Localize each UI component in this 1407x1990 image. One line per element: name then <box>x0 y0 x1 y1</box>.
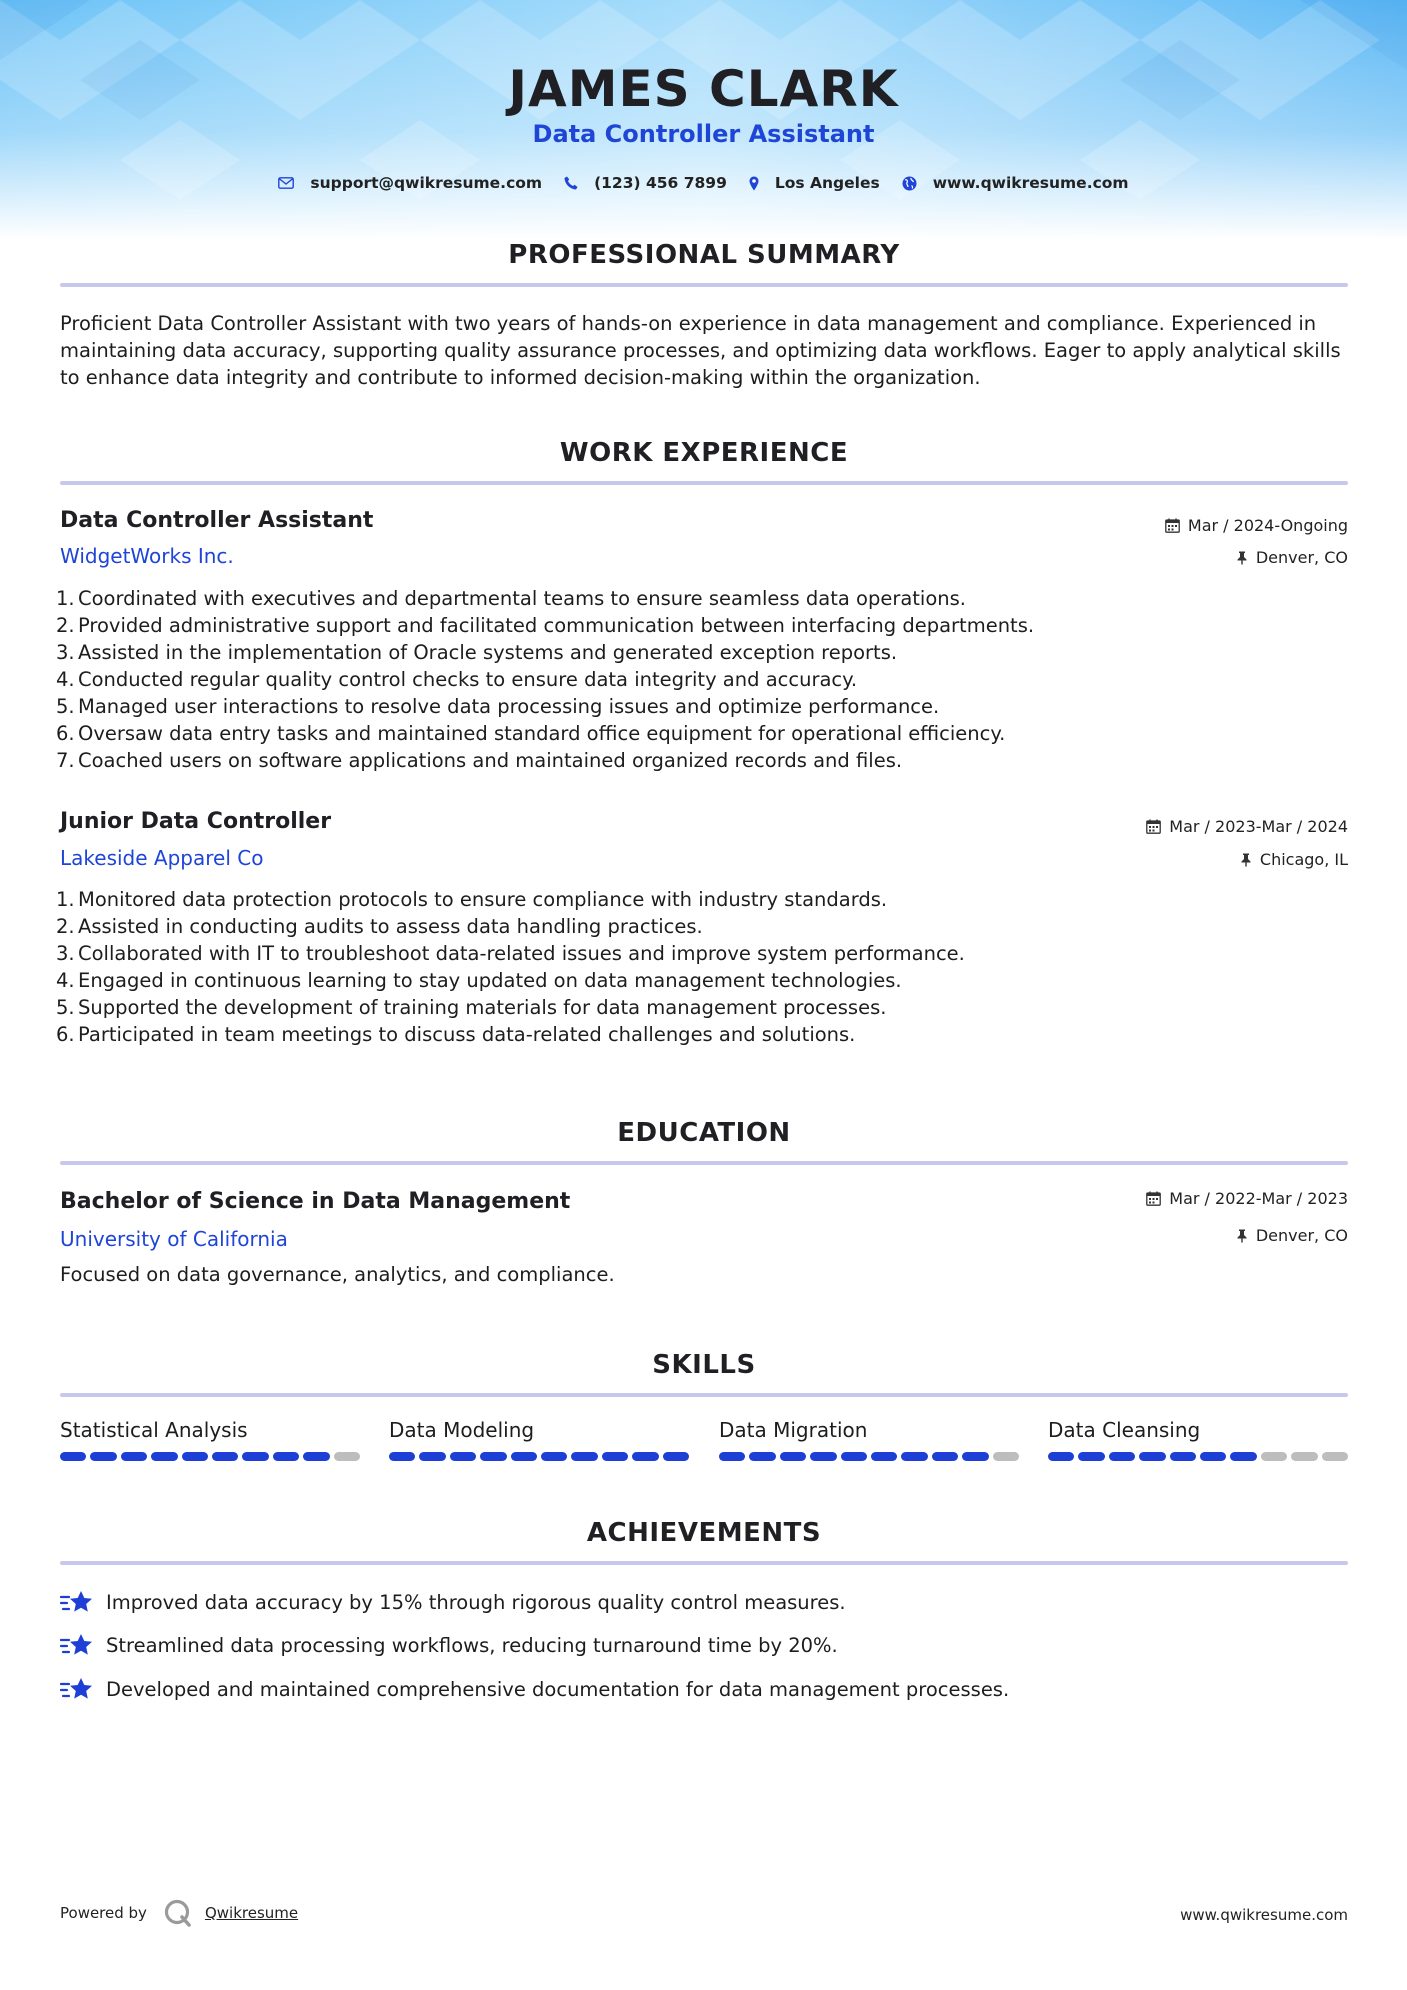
skill-name: Data Modeling <box>389 1418 535 1442</box>
skill-segment-filled <box>602 1452 628 1461</box>
list-item: 1. Coordinated with executives and departmental teams to ensure seamless data operations. <box>56 587 967 610</box>
skill-segment-filled <box>121 1452 147 1461</box>
contact-website[interactable] <box>902 174 1129 192</box>
header <box>0 0 1407 240</box>
skill-name: Statistical Analysis <box>60 1418 248 1442</box>
skill-segment-filled <box>810 1452 836 1461</box>
website-text: www.qwikresume.com <box>932 174 1129 192</box>
skills-heading: SKILLS <box>652 1350 756 1380</box>
achievement-item <box>60 1631 838 1659</box>
education-note: Focused on data governance, analytics, and compliance. <box>60 1263 615 1286</box>
job-location-2 <box>1240 850 1348 869</box>
job-title-1: Data Controller Assistant <box>60 508 374 533</box>
company-2: Lakeside Apparel Co <box>60 846 264 870</box>
skill-segment-filled <box>749 1452 775 1461</box>
skill-segment-filled <box>1078 1452 1104 1461</box>
skill-segment-filled <box>450 1452 476 1461</box>
skills-rule <box>60 1393 1348 1397</box>
location-text: Los Angeles <box>774 174 880 192</box>
candidate-title: Data Controller Assistant <box>532 120 875 148</box>
skill-segment-filled <box>1139 1452 1165 1461</box>
powered-by-label: Powered by <box>60 1904 147 1922</box>
skill-segment-empty <box>1261 1452 1287 1461</box>
contact-location <box>749 174 880 192</box>
achievement-text: Developed and maintained comprehensive documentation for data management processes. <box>106 1677 1010 1701</box>
list-item: 5. Managed user interactions to resolve data processing issues and optimize performance. <box>56 695 940 718</box>
skill-segment-filled <box>182 1452 208 1461</box>
skill-segment-filled <box>719 1452 745 1461</box>
job-location-2-text: Chicago, IL <box>1259 850 1348 869</box>
globe-icon <box>902 176 917 191</box>
skill-segment-filled <box>151 1452 177 1461</box>
skill-data-modeling <box>389 1418 689 1461</box>
list-item: 4. Conducted regular quality control checks to ensure data integrity and accuracy. <box>56 668 858 691</box>
list-item: 3. Collaborated with IT to troubleshoot data-related issues and improve system performance. <box>56 942 965 965</box>
skill-level-bar <box>1048 1452 1348 1461</box>
achievement-item <box>60 1675 1009 1703</box>
list-item: 1. Monitored data protection protocols to ensure compliance with industry standards. <box>56 888 888 911</box>
skill-segment-filled <box>1230 1452 1256 1461</box>
footer-website[interactable]: www.qwikresume.com <box>1180 1906 1348 1924</box>
school-name: University of California <box>60 1227 288 1251</box>
star-icon <box>60 1631 94 1659</box>
degree-title: Bachelor of Science in Data Management <box>60 1189 571 1214</box>
job-dates-1-text: Mar / 2024-Ongoing <box>1187 516 1348 535</box>
skill-segment-filled <box>541 1452 567 1461</box>
company-1: WidgetWorks Inc. <box>60 544 234 568</box>
contact-bar <box>0 174 1407 192</box>
skill-data-migration <box>719 1418 1019 1461</box>
skill-segment-filled <box>571 1452 597 1461</box>
skill-segment-filled <box>90 1452 116 1461</box>
list-item: 2. Assisted in conducting audits to assess data handling practices. <box>56 915 703 938</box>
star-icon <box>60 1588 94 1616</box>
achievements-rule <box>60 1561 1348 1565</box>
phone-icon <box>564 176 578 190</box>
qwikresume-logo <box>163 1898 193 1928</box>
footer-powered-by <box>60 1898 298 1928</box>
achievement-item <box>60 1588 846 1616</box>
list-item: 3. Assisted in the implementation of Oracle systems and generated exception reports. <box>56 641 898 664</box>
skill-segment-empty <box>1322 1452 1348 1461</box>
job-dates-1 <box>1165 516 1348 535</box>
duties-list-1 <box>56 585 1256 774</box>
education-dates-text: Mar / 2022-Mar / 2023 <box>1169 1189 1348 1208</box>
job-dates-2-text: Mar / 2023-Mar / 2024 <box>1169 817 1348 836</box>
pushpin-icon <box>1236 551 1248 565</box>
skill-segment-filled <box>780 1452 806 1461</box>
skill-segment-filled <box>841 1452 867 1461</box>
summary-heading: PROFESSIONAL SUMMARY <box>508 240 900 270</box>
experience-heading: WORK EXPERIENCE <box>559 438 849 468</box>
star-icon <box>60 1675 94 1703</box>
list-item: 7. Coached users on software applications and maintained organized records and files. <box>56 749 903 772</box>
skill-segment-filled <box>419 1452 445 1461</box>
experience-rule <box>60 481 1348 485</box>
job-location-1-text: Denver, CO <box>1255 548 1348 567</box>
skill-segment-filled <box>389 1452 415 1461</box>
job-dates-2 <box>1146 817 1348 836</box>
calendar-icon <box>1146 819 1161 834</box>
brand-link[interactable]: Qwikresume <box>204 1904 299 1922</box>
calendar-icon <box>1165 518 1180 533</box>
skill-segment-filled <box>1109 1452 1135 1461</box>
education-location <box>1236 1226 1348 1245</box>
calendar-icon <box>1146 1191 1161 1206</box>
skill-segment-filled <box>932 1452 958 1461</box>
map-pin-icon <box>749 176 759 191</box>
pushpin-icon <box>1240 853 1252 867</box>
summary-rule <box>60 283 1348 287</box>
job-location-1 <box>1236 548 1348 567</box>
achievements-heading: ACHIEVEMENTS <box>586 1518 822 1548</box>
education-dates <box>1146 1189 1348 1208</box>
list-item: 6. Oversaw data entry tasks and maintained standard office equipment for operational efficiency. <box>56 722 1006 745</box>
skill-segment-filled <box>60 1452 86 1461</box>
skill-name: Data Migration <box>719 1418 868 1442</box>
contact-email[interactable] <box>278 174 542 192</box>
job-title-2: Junior Data Controller <box>60 809 332 834</box>
skill-segment-filled <box>632 1452 658 1461</box>
skill-segment-filled <box>1170 1452 1196 1461</box>
skill-segment-filled <box>212 1452 238 1461</box>
list-item: 6. Participated in team meetings to discuss data-related challenges and solutions. <box>56 1023 856 1046</box>
list-item: 2. Provided administrative support and facilitated communication between interfacing departments. <box>56 614 1035 637</box>
candidate-name: JAMES CLARK <box>508 60 899 118</box>
skill-data-cleansing <box>1048 1418 1348 1461</box>
skill-segment-empty <box>1291 1452 1317 1461</box>
skill-segment-filled <box>480 1452 506 1461</box>
achievement-text: Improved data accuracy by 15% through rigorous quality control measures. <box>106 1590 846 1614</box>
envelope-icon <box>278 177 294 189</box>
email-text: support@qwikresume.com <box>310 174 543 192</box>
skill-statistical-analysis <box>60 1418 360 1461</box>
achievement-text: Streamlined data processing workflows, reducing turnaround time by 20%. <box>106 1633 838 1657</box>
list-item: 4. Engaged in continuous learning to stay updated on data management technologies. <box>56 969 902 992</box>
skill-segment-filled <box>663 1452 689 1461</box>
skill-segment-empty <box>993 1452 1019 1461</box>
skill-segment-filled <box>1048 1452 1074 1461</box>
skill-level-bar <box>389 1452 689 1461</box>
duties-list-2 <box>56 886 1256 1048</box>
contact-phone[interactable] <box>564 174 727 192</box>
skill-level-bar <box>719 1452 1019 1461</box>
skill-level-bar <box>60 1452 360 1461</box>
list-item: 5. Supported the development of training materials for data management processes. <box>56 996 887 1019</box>
skill-segment-empty <box>334 1452 360 1461</box>
skill-segment-filled <box>242 1452 268 1461</box>
education-location-text: Denver, CO <box>1255 1226 1348 1245</box>
pushpin-icon <box>1236 1229 1248 1243</box>
summary-text: Proficient Data Controller Assistant with two years of hands-on experience in data management and compliance. Experienced in maintaining data accuracy, supporting quality assurance processes, and optimizing data workflows. Eager to apply analytical skills to enhance data integrity and contribute to informed decision-making within the organization. <box>60 312 1341 389</box>
education-heading: EDUCATION <box>617 1118 791 1148</box>
skill-segment-filled <box>1200 1452 1226 1461</box>
skill-segment-filled <box>901 1452 927 1461</box>
skill-name: Data Cleansing <box>1048 1418 1201 1442</box>
phone-text: (123) 456 7899 <box>594 174 727 192</box>
skill-segment-filled <box>871 1452 897 1461</box>
skill-segment-filled <box>511 1452 537 1461</box>
skill-segment-filled <box>962 1452 988 1461</box>
education-rule <box>60 1161 1348 1165</box>
skill-segment-filled <box>273 1452 299 1461</box>
skill-segment-filled <box>303 1452 329 1461</box>
